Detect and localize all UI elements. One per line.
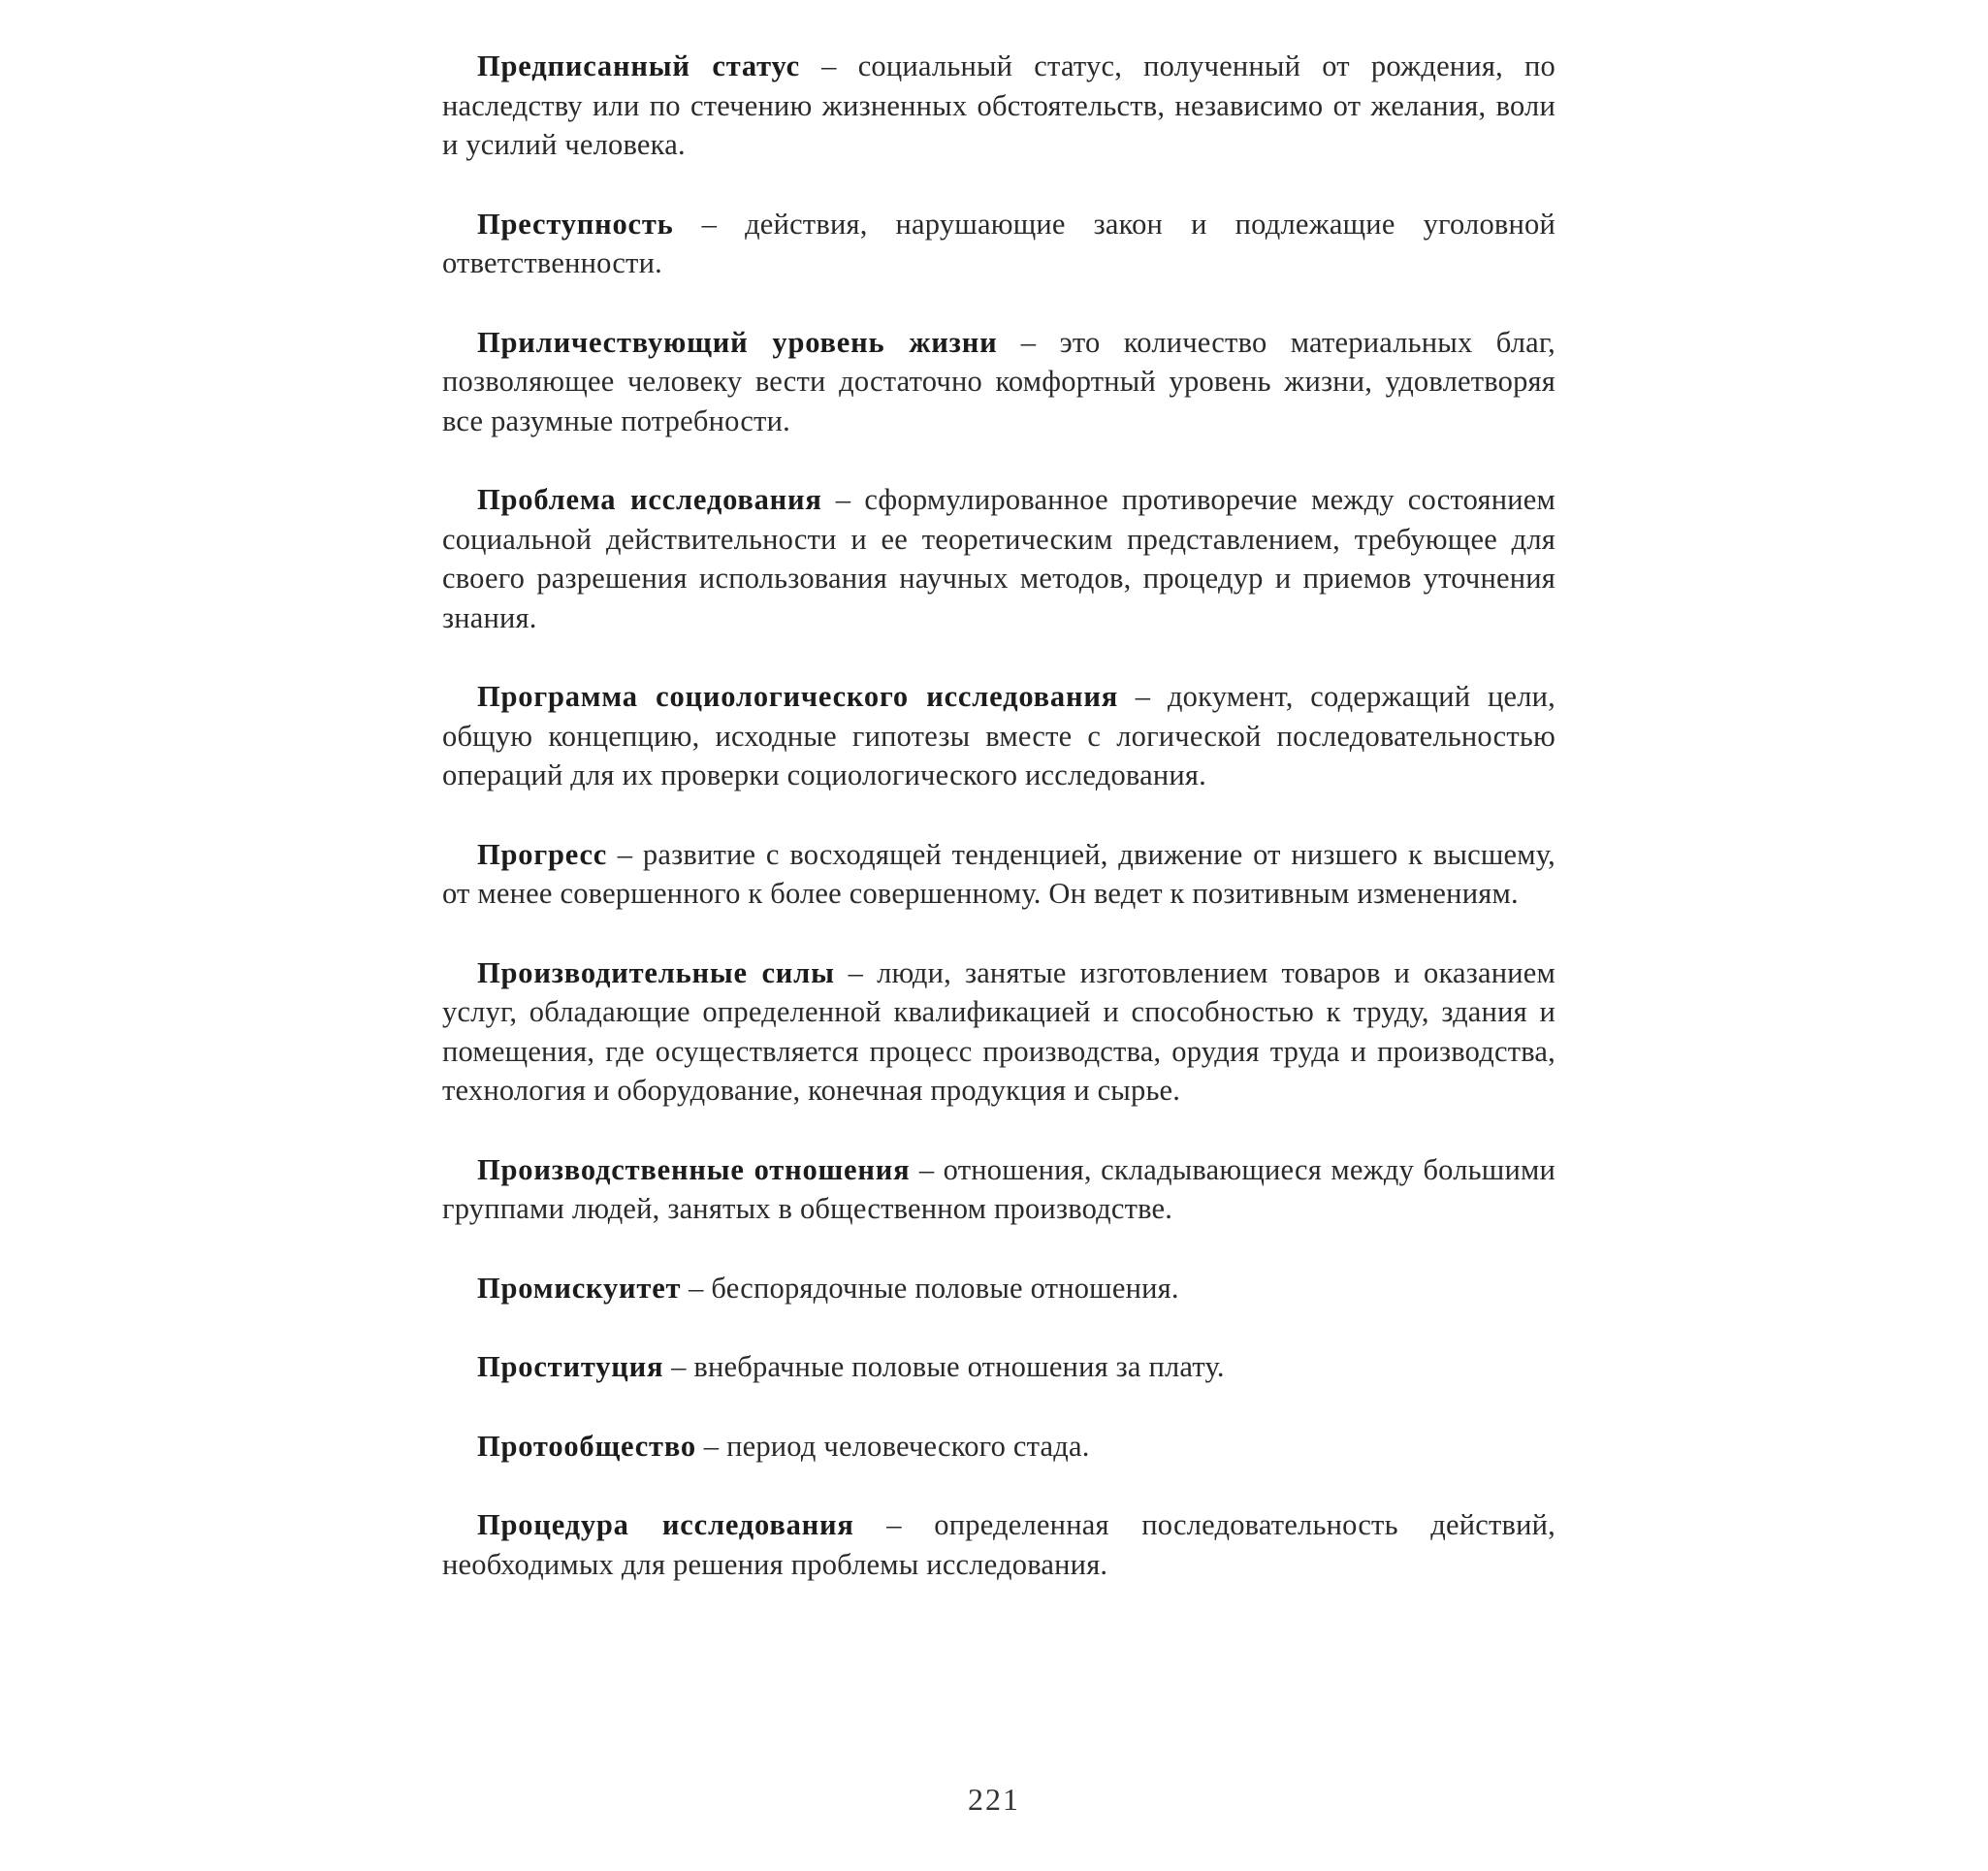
- entry-definition: сформулированное противоречие между состоянием социальной действительности и ее теоретическим представлением, требующее для своего разрешения использования научных методов, процедур и приемов уточнения знания.: [442, 483, 1555, 634]
- entry-term: Производительные силы: [477, 955, 835, 989]
- entry-term: Протообщество: [477, 1429, 696, 1463]
- glossary-entry-prostitution: [442, 1347, 1555, 1387]
- glossary-entry-productive-forces: [442, 953, 1555, 1111]
- entry-term: Преступность: [477, 207, 674, 241]
- glossary-entry-crime: [442, 205, 1555, 283]
- entry-dash: –: [821, 483, 865, 516]
- entry-definition: внебрачные половые отношения за плату.: [693, 1350, 1225, 1383]
- entry-dash: –: [1118, 680, 1168, 713]
- entry-term: Прогресс: [477, 837, 608, 871]
- entry-dash: –: [910, 1152, 944, 1186]
- entry-dash: –: [997, 325, 1060, 359]
- entry-term: Проституция: [477, 1350, 664, 1383]
- glossary-entry-decent-standard-of-living: [442, 323, 1555, 441]
- entry-definition: документ, содержащий цели, общую концепцию, исходные гипотезы вместе с логической последовательностью операций для их проверки социологического исследования.: [442, 680, 1555, 791]
- glossary-entry-research-program: [442, 677, 1555, 795]
- entry-definition: отношения, складывающиеся между большими группами людей, занятых в общественном производстве.: [442, 1152, 1555, 1225]
- entry-definition: развитие с восходящей тенденцией, движение от низшего к высшему, от менее совершенного к более совершенному. Он ведет к позитивным изменениям.: [442, 837, 1555, 910]
- entry-definition: социальный статус, полученный от рождения, по наследству или по стечению жизненных обстоятельств, независимо от желания, воли и усилий человека.: [442, 49, 1555, 161]
- glossary-page: [442, 47, 1555, 1624]
- page-number: 221: [968, 1782, 1020, 1817]
- glossary-entry-ascribed-status: [442, 47, 1555, 165]
- glossary-entry-promiscuity: [442, 1269, 1555, 1308]
- entry-term: Промискуитет: [477, 1271, 682, 1305]
- entry-dash: –: [681, 1271, 712, 1305]
- glossary-entry-research-problem: [442, 480, 1555, 637]
- entry-term: Приличествующий уровень жизни: [477, 325, 998, 359]
- entry-dash: –: [800, 49, 858, 82]
- entry-term: Предписанный статус: [477, 49, 800, 82]
- entry-term: Программа социологического исследования: [477, 680, 1119, 713]
- entry-definition: это количество материальных благ, позволяющее человеку вести достаточно комфортный уровень жизни, удовлетворяя все разумные потребности.: [442, 325, 1555, 437]
- entry-dash: –: [834, 955, 878, 989]
- entry-definition: действия, нарушающие закон и подлежащие уголовной ответственности.: [442, 207, 1555, 279]
- glossary-entry-research-procedure: [442, 1505, 1555, 1584]
- glossary-entry-production-relations: [442, 1150, 1555, 1229]
- entry-dash: –: [607, 837, 643, 871]
- glossary-entry-protosociety: [442, 1427, 1555, 1467]
- entry-term: Производственные отношения: [477, 1152, 911, 1186]
- entry-definition: беспорядочные половые отношения.: [711, 1271, 1179, 1305]
- entry-dash: –: [853, 1508, 935, 1541]
- entry-dash: –: [673, 207, 746, 241]
- entry-term: Процедура исследования: [477, 1508, 854, 1541]
- entry-term: Проблема исследования: [477, 483, 822, 516]
- entry-definition: определенная последовательность действий, необходимых для решения проблемы исследования.: [442, 1508, 1555, 1581]
- entry-dash: –: [663, 1350, 694, 1383]
- entry-definition: люди, занятые изготовлением товаров и оказанием услуг, обладающие определенной квалификацией и способностью к труду, здания и помещения, где осуществляется процесс производства, орудия труда и производства, технология и оборудование, конечная продукция и сырье.: [442, 955, 1556, 1107]
- glossary-entry-progress: [442, 835, 1555, 914]
- entry-dash: –: [695, 1429, 727, 1463]
- entry-definition: период человеческого стада.: [726, 1429, 1090, 1463]
